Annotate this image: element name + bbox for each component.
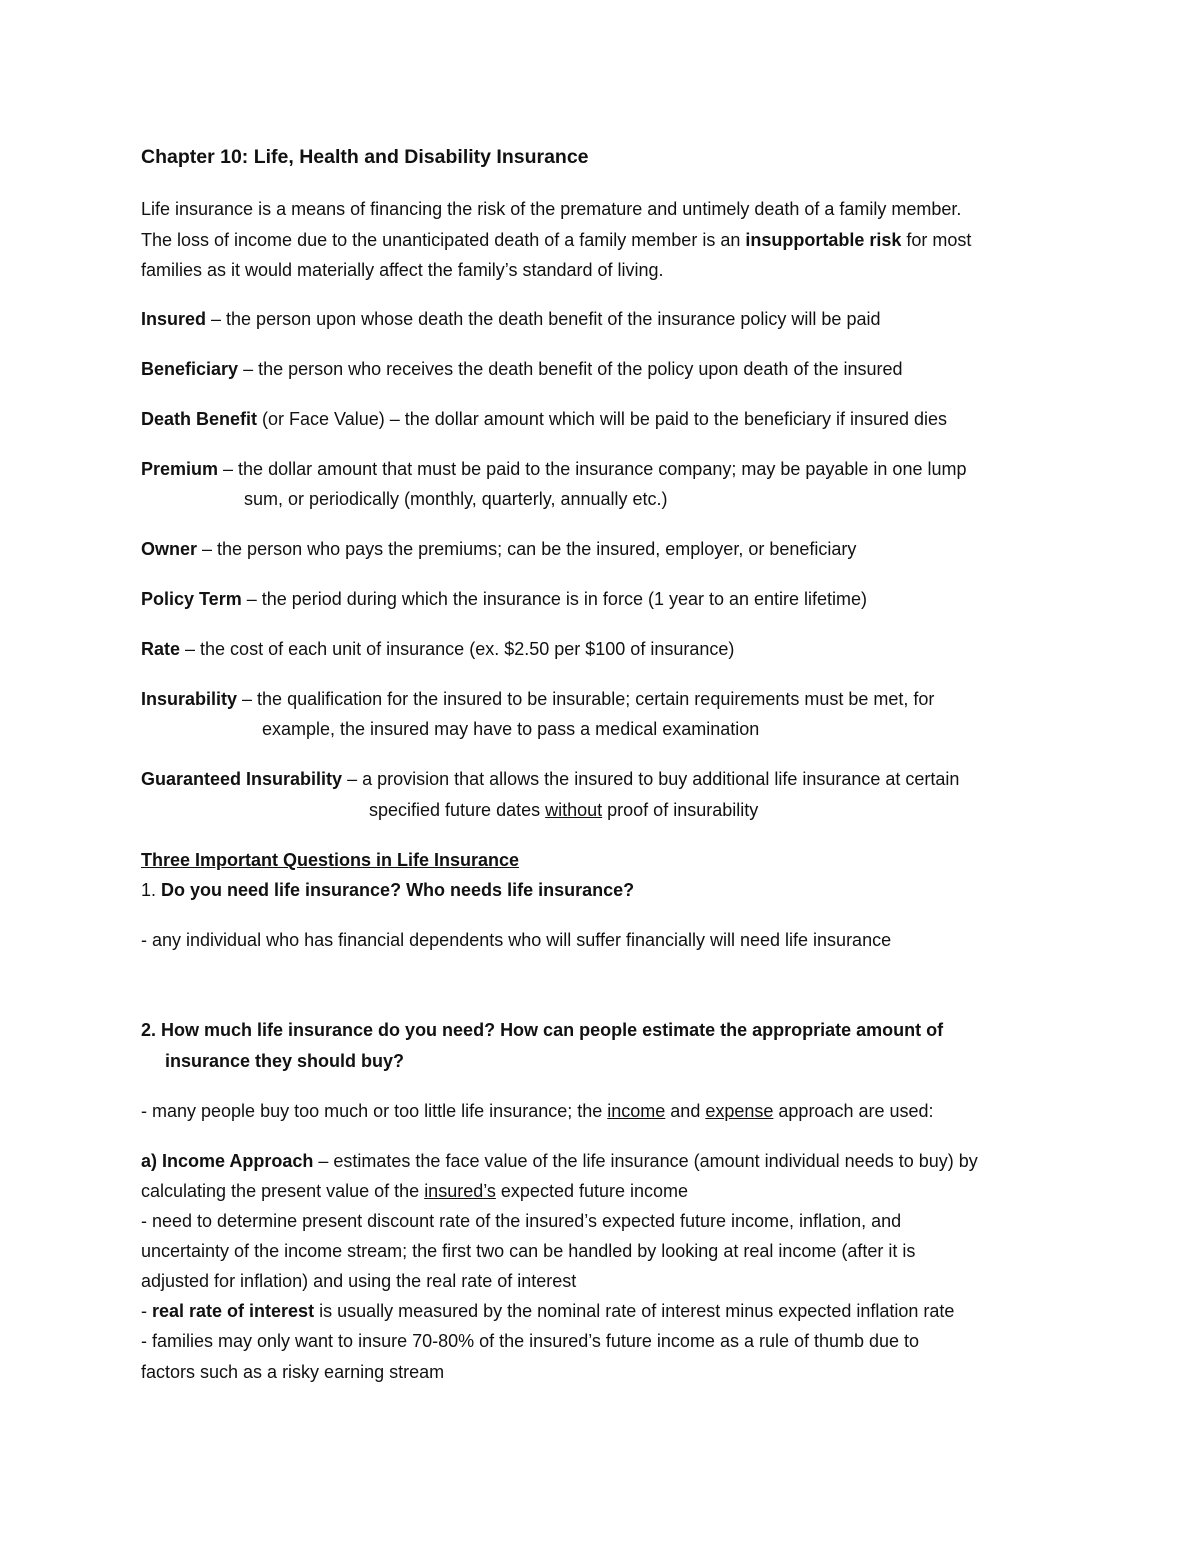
- def-term: Policy Term: [141, 589, 242, 609]
- def-term: Insurability: [141, 689, 238, 709]
- def-term: Premium: [141, 459, 219, 479]
- intro-line-2: The loss of income due to the unanticipated death of a family member is an insupportable risk for most: [141, 230, 972, 250]
- def-term: Owner: [141, 539, 198, 559]
- def-owner: Owner – the person who pays the premiums; can be the insured, employer, or beneficiary: [141, 539, 857, 559]
- def-rate: Rate – the cost of each unit of insurance (ex. $2.50 per $100 of insurance): [141, 639, 735, 659]
- intro-line-3: families as it would materially affect the family’s standard of living.: [141, 260, 664, 280]
- income-approach-line-6: - real rate of interest is usually measured by the nominal rate of interest minus expected inflation rate: [141, 1301, 955, 1321]
- def-insurability: Insurability – the qualification for the insured to be insurable; certain requirements must be met, for: [141, 689, 935, 709]
- def-term: Rate: [141, 639, 181, 659]
- insupportable-risk-term: insupportable risk: [745, 230, 902, 250]
- underlined-word: without: [545, 800, 603, 820]
- def-guaranteed-insurability: Guaranteed Insurability – a provision that allows the insured to buy additional life insurance at certain: [141, 769, 960, 789]
- def-term: Beneficiary: [141, 359, 239, 379]
- def-term: Guaranteed Insurability: [141, 769, 343, 789]
- question-1: 1. Do you need life insurance? Who needs life insurance?: [141, 880, 635, 900]
- income-approach-term: Income Approach: [162, 1151, 314, 1171]
- chapter-title: Chapter 10: Life, Health and Disability Insurance: [141, 146, 589, 168]
- question-2-cont: insurance they should buy?: [165, 1051, 405, 1071]
- intro-line-1: Life insurance is a means of financing the risk of the premature and untimely death of a family member.: [141, 199, 962, 219]
- income-approach-line-4: uncertainty of the income stream; the first two can be handled by looking at real income (after it is: [141, 1241, 916, 1261]
- def-term: Insured: [141, 309, 207, 329]
- def-term: Death Benefit: [141, 409, 258, 429]
- question-2-answer: - many people buy too much or too little life insurance; the income and expense approach are used:: [141, 1101, 934, 1121]
- def-guaranteed-insurability-cont: specified future dates without proof of insurability: [369, 800, 759, 820]
- income-approach-line-1: a) Income Approach – estimates the face value of the life insurance (amount individual needs to buy) by: [141, 1151, 978, 1171]
- def-premium-cont: sum, or periodically (monthly, quarterly, annually etc.): [244, 489, 668, 509]
- question-2: 2. How much life insurance do you need? How can people estimate the appropriate amount of: [141, 1020, 944, 1040]
- questions-heading: Three Important Questions in Life Insurance: [141, 850, 520, 870]
- def-beneficiary: Beneficiary – the person who receives the death benefit of the policy upon death of the insured: [141, 359, 903, 379]
- def-insured: Insured – the person upon whose death the death benefit of the insurance policy will be paid: [141, 309, 881, 329]
- income-approach-line-8: factors such as a risky earning stream: [141, 1362, 445, 1382]
- def-policy-term: Policy Term – the period during which the insurance is in force (1 year to an entire lifetime): [141, 589, 868, 609]
- question-1-answer: - any individual who has financial dependents who will suffer financially will need life insurance: [141, 930, 892, 950]
- def-insurability-cont: example, the insured may have to pass a medical examination: [262, 719, 760, 739]
- income-approach-line-3: - need to determine present discount rate of the insured’s expected future income, inflation, and: [141, 1211, 902, 1231]
- income-approach-line-5: adjusted for inflation) and using the real rate of interest: [141, 1271, 577, 1291]
- income-approach-line-7: - families may only want to insure 70-80% of the insured’s future income as a rule of thumb due to: [141, 1331, 920, 1351]
- def-death-benefit: Death Benefit (or Face Value) – the dollar amount which will be paid to the beneficiary if insured dies: [141, 409, 948, 429]
- def-premium: Premium – the dollar amount that must be paid to the insurance company; may be payable in one lump: [141, 459, 967, 479]
- income-approach-line-2: calculating the present value of the insured’s expected future income: [141, 1181, 689, 1201]
